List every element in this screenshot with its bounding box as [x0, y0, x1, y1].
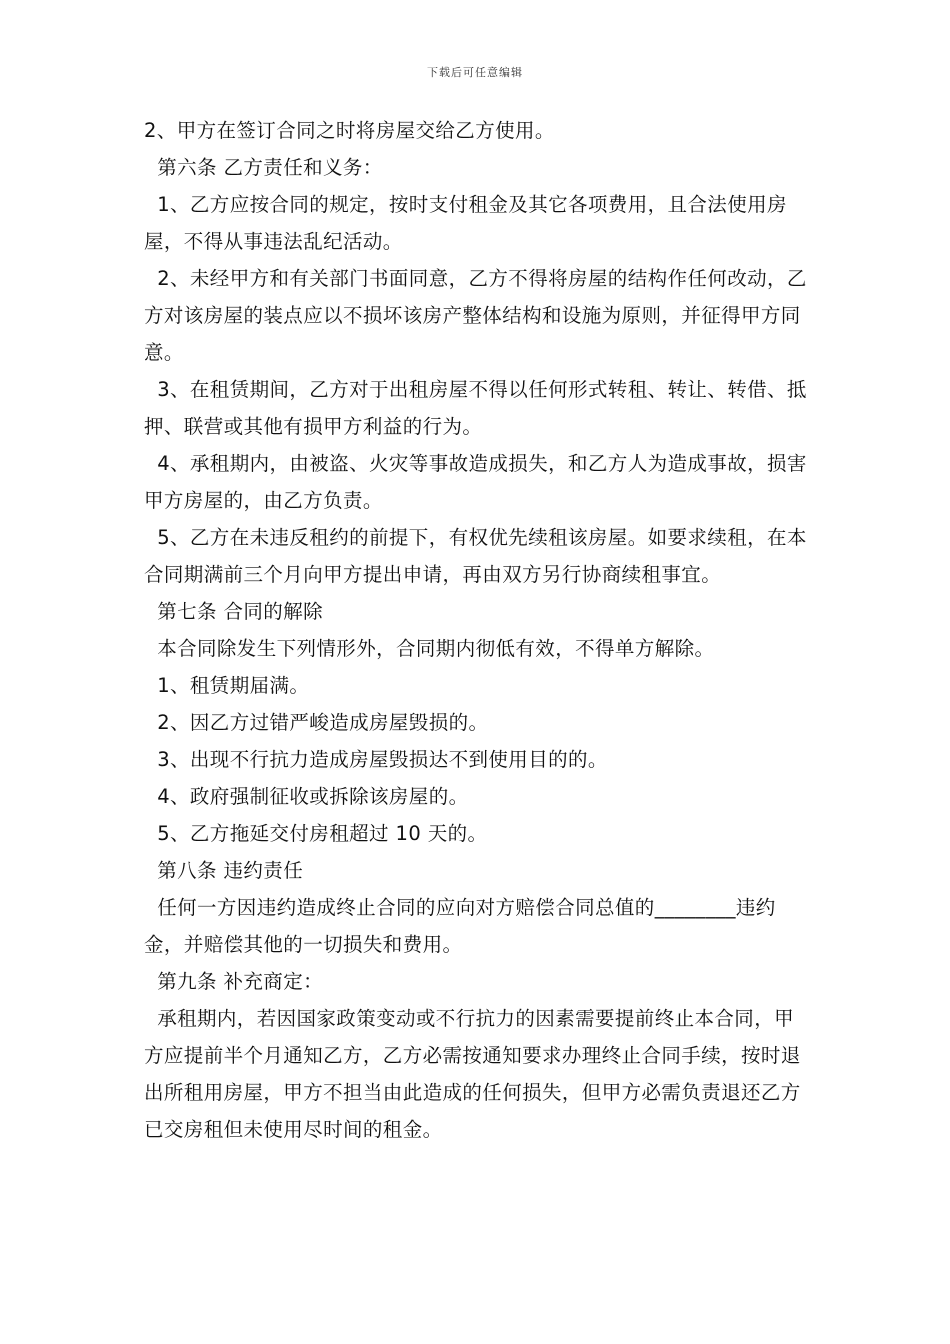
paragraph-article-6-item-5: 5、乙方在未违反租约的前提下，有权优先续租该房屋。如要求续租，在本合同期满前三个月向甲方提出申请，再由双方另行协商续租事宜。 [144, 526, 807, 586]
page-header-note: 下载后可任意编辑 [427, 66, 523, 79]
paragraph-article-7-item-5: 5、乙方拖延交付房租超过 10 天的。 [144, 822, 488, 845]
paragraph-article-8-body: 任何一方因违约造成终止合同的应向对方赔偿合同总值的________违约金，并赔偿其他的一切损失和费用。 [144, 896, 776, 956]
paragraph-article-7-item-4: 4、政府强制征收或拆除该房屋的。 [144, 785, 469, 808]
heading-article-9: 第九条 补充商定： [144, 970, 324, 993]
paragraph-article-6-item-3: 3、在租赁期间，乙方对于出租房屋不得以任何形式转租、转让、转借、抵押、联营或其他有损甲方利益的行为。 [144, 378, 807, 438]
paragraph-article-6-item-4: 4、承租期内，由被盗、火灾等事故造成损失，和乙方人为造成事故，损害甲方房屋的，由乙方负责。 [144, 452, 807, 512]
paragraph-article-6-item-2: 2、未经甲方和有关部门书面同意，乙方不得将房屋的结构作任何改动，乙方对该房屋的装点应以不损坏该房产整体结构和设施为原则，并征得甲方同意。 [144, 267, 807, 364]
heading-article-8: 第八条 违约责任 [144, 859, 304, 882]
paragraph-article-7-item-2: 2、因乙方过错严峻造成房屋毁损的。 [144, 711, 489, 734]
document-body [144, 112, 812, 1148]
heading-article-7: 第七条 合同的解除 [144, 600, 324, 623]
paragraph-article-7-item-1: 1、租赁期届满。 [144, 674, 310, 697]
heading-article-6: 第六条 乙方责任和义务： [144, 156, 383, 179]
paragraph-article-6-item-1: 1、乙方应按合同的规定，按时支付租金及其它各项费用，且合法使用房屋，不得从事违法乱纪活动。 [144, 193, 787, 253]
paragraph-clause-5-item-2: 2、甲方在签订合同之时将房屋交给乙方使用。 [144, 119, 555, 142]
paragraph-article-7-item-3: 3、出现不行抗力造成房屋毁损达不到使用目的的。 [144, 748, 608, 771]
paragraph-article-7-intro: 本合同除发生下列情形外，合同期内彻低有效，不得单方解除。 [144, 637, 715, 660]
paragraph-article-9-body: 承租期内，若因国家政策变动或不行抗力的因素需要提前终止本合同，甲方应提前半个月通知乙方，乙方必需按通知要求办理终止合同手续，按时退出所租用房屋，甲方不担当由此造成的任何损失，但甲方必需负责退还乙方已交房租但未使用尽时间的租金。 [144, 1007, 801, 1141]
